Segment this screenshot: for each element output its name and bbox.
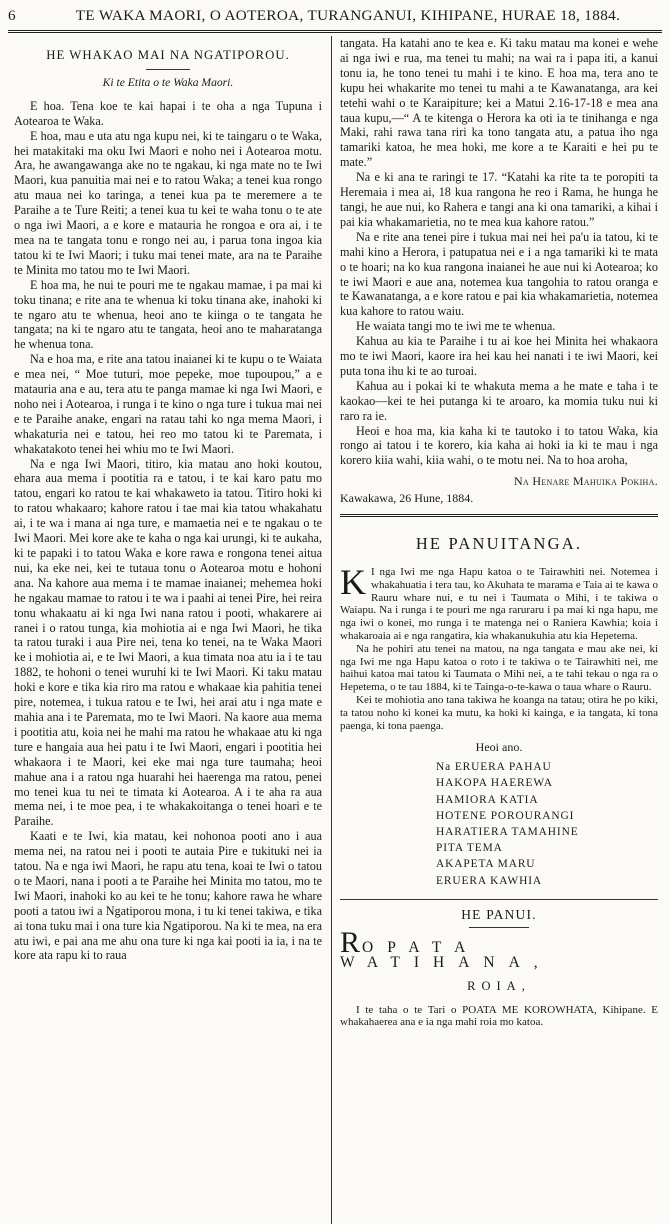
- letter-heading: HE WHAKAO MAI NA NGATIPOROU.: [46, 48, 290, 62]
- panui-section: [340, 908, 658, 1029]
- page-number: 6: [8, 7, 16, 24]
- letter-paragraph: E hoa. Tena koe te kai hapai i te oha a nga Tupuna i Aotearoa te Waka.: [14, 98, 322, 128]
- letter-dedication: Ki te Etita o te Waka Maori.: [102, 75, 234, 89]
- letter-paragraph: Na e ki ana te raringi te 17. “Katahi ka rite ta te poropiti ta Heremaia i mea ai, 18 kua rangona he reo i Rama, he hunga he tangi, he aue nui, ko Rahera e tangi ana ki ona tamariki, a kihai i pai kia whakamarietia, no te mea kua kahore ratou.”: [340, 170, 658, 229]
- signatory-name: HOTENE POROURANGI: [436, 809, 575, 822]
- right-column: [340, 36, 658, 1224]
- panui-subtitle: ROIA,: [467, 978, 531, 993]
- panui-name: [340, 925, 658, 971]
- notice-heading: HE PANUITANGA.: [415, 534, 583, 554]
- letter-paragraph: Heoi e hoa ma, kia kaha ki te tautoko i to tatou Waka, kia rongo ai tatou i te korero, kia kaha ai hoki ia ki te mau i nga korero kiia wahi, kiia wahi, o te motu nei. Na to hoa aroha,: [340, 423, 658, 468]
- left-column: [14, 36, 322, 1224]
- letter-paragraph: Na e hoa ma, e rite ana tatou inaianei ki te kupu o te Waiata e mea nei, “ Moe tuturi, moe pepeke, moe tupoupou,” a e matauria ana e au, tera atu te panga mamae ki nga Iwi Maori, e noho nei i Aotearoa, i runga i te kino o nga ture i tukua mai nei e te Paraihe anake, engari na ratau tahi ko nga mema Maori, i whakaturia nei e tatou, hei reo mo tatou ki te Paremata, i whakatakoto tenei hei whiu mo te Iwi Maori.: [14, 352, 322, 456]
- letter-paragraph: He waiata tangi mo te iwi me te whenua.: [356, 319, 556, 334]
- letter-paragraph: Kaati e te Iwi, kia matau, kei nohonoa pooti ano i aua mema nei, na ratou nei i pooti te autaia Pire e tukituki nei ia tatou. Na e nga iwi Maori, he rapu atu tena, koai te Iwi o tatou o te Maori, nana i pooti a te Paraihe hei Minita mo tatou, mo te Iwi Maori, inahoki ko au kei te he tonu; kahore rawa he whare pooti a tatou iwi a Ngatiporou mona, i tu ki tenei takiwa, e tika ai tona tuku mai i ona ture kia Ngatiporou. Na ki te mea, na era atu iwi, e pai ana me ahu ona ture ki nga kai pooti ia ia, i na te kore ata rapu ki to raua: [14, 829, 322, 963]
- letter-paragraph: Na e rite ana tenei pire i tukua mai nei hei pa'u ia tatou, ki te mahi kino a Herora, i patupatua nei e i a nga tamariki ki te mata o te hoari; na ko kua rangona inaianei he aue nui ki Aotearoa; ko te iwi Maori e aue ana, notemea kua tangohia to ratou oranga e te Kawanatanga, a e kore ratou e pai kia whakamarietia, notemea kua kahore to ratou waiu.: [340, 229, 658, 319]
- panui-name-rest: OPATA WATIHANA,: [340, 938, 552, 971]
- signatory-name: HARATIERA TAMAHINE: [436, 826, 579, 839]
- signatory-name: ERUERA KAWHIA: [436, 874, 543, 887]
- letter-paragraph: E hoa ma, he nui te pouri me te ngakau mamae, i pa mai ki toku tinana; e rite ana te whenua ki toku tinana ake, inahoki ki te ngaro atu te whenua, heoi ano te kiinga o te tangata he tangata; na ki te ngaro atu te tangata, heoi ano te maharatanga he whenua tona.: [14, 277, 322, 352]
- panui-text: I te taha o te Tari o POATA ME KOROWHATA, Kihipane. E whakahaerea ana e ia nga mahi roia mo katoa.: [340, 1003, 658, 1029]
- signatory-name: HAKOPA HAEREWA: [436, 777, 553, 790]
- notice-paragraph: Kei te mohiotia ano tana takiwa he koanga na tatau; otira he po kiki, ta tatou noho ki konei ka mutu, ka hoki ki kainga, e ia tangata, ki tona paenga, ki tona paenga.: [340, 693, 658, 732]
- panui-heading: HE PANUI.: [461, 906, 537, 922]
- section-rule: [340, 899, 658, 900]
- letter-signer: Na Henare Mahuika Pokiha.: [514, 474, 658, 489]
- letter-paragraph: Kahua au i pokai ki te whakuta mema a he mate e taha i te kaokao—kei te hei putanga ki te aroaro, ka momia tuku nui ki raro ra ie.: [340, 378, 658, 423]
- notice-drop-cap: K: [340, 562, 366, 602]
- masthead: [8, 4, 662, 28]
- signatory-name: AKAPETA MARU: [436, 858, 536, 871]
- heading-rule: [469, 927, 529, 928]
- notice-signatories: [436, 759, 658, 889]
- notice-section: [340, 534, 658, 889]
- masthead-rule: [8, 30, 662, 33]
- signatory-name: PITA TEMA: [436, 842, 503, 855]
- signatory-name: Na ERUERA PAHAU: [436, 761, 552, 774]
- heading-rule: [146, 69, 190, 70]
- letter-paragraph: tangata. Ha katahi ano te kea e. Ki taku matau ma konei e wehe ai nga iwi e rua, ma tenei tu mahi; na wai ra i papa iti, a kanui tonu ia, he tono tenei tu mahi i te kino. E hoa ma, tera ano te kupu hei whakarite mo tenei tu mahi a te Kawanatanga, ara kei tetehi wahi o te Karaipiture; kei a Matui 2.16-17-18 e mea ana taua kupu,—“ A te kitenga o Herora ka oti ia te tinihanga e nga Maki, rahi rawa tana riri ka tono tangata atu, a patua iho nga tamariki katoa, he mea hoki, me kore a te Karaiti e hei pu te mate.”: [340, 36, 658, 170]
- panui-name-initial: R: [340, 925, 363, 959]
- notice-paragraph: I nga Iwi me nga Hapu katoa o te Tairawhiti nei. Notemea i whakahuatia i tera tau, ko Akuhata te marama e Taia ai te kawa o Rauru whare nui, e tu nei i Taumata o Mihi, i te takiwa o Waiapu. Na i runga i te pouri me nga raruraru i pa mai ki nga hapu, me nga iwi o konei, mo runga i te matenga nei o Raniera Kawhia; koia i whakaroaia ai e nga rangatira, kia whakanukuhia atu kia Hepetema.: [340, 566, 658, 642]
- letter-paragraph: Kahua au kia te Paraihe i tu ai koe hei Minita hei whakaora mo te iwi Maori, kaore ira hei kau hei nanati i te iwi Maori, kei puta tona ihu ki te ao turoai.: [340, 334, 658, 378]
- letter-place-date: Kawakawa, 26 Hune, 1884.: [340, 491, 474, 506]
- notice-closing: Heoi ano.: [475, 740, 523, 755]
- column-divider: [331, 36, 332, 1224]
- letter-paragraph: E hoa, mau e uta atu nga kupu nei, ki te taingaru o te Waka, hei matakitaki ma oku Iwi Maori e noho nei i Aotearoa motu. Ara, he awangawanga ake no te ngakau, ki nga mate no te Iwi Maori, kua panuitia mai nei e to ratou Waka; a tenei kua rongo atu maua nei ko taringa, a tenei kua pa te meremere a te Paraihe a te Ture Reiti; a tenei kua tu kei te waha tonu o te ate o nga iwi Maori, a e kore e matauria he rongoa e ora ai, i te mea na te tangata tonu e rongo nei au, i parua tona ingoa kia tatou ki te Iwi Maori; i tuku mai tenei mate, ara na te Paraihe te Minita mo tatou mo te Iwi Maori.: [14, 128, 322, 277]
- notice-paragraph: Na he pohiri atu tenei na matou, na nga tangata e mau ake nei, ki nga Iwi me nga Hapu katoa o roto i te takiwa o te Tairawhiti nei, me haihui katoa mai tatou ki Taumata o Mihi nei, a te tahi tekau o nga ra o Hepetema, o te tau 1884, ki te Tainga-o-te-kawa o taua whare o Rauru.: [340, 642, 658, 694]
- masthead-title: TE WAKA MAORI, O AOTEROA, TURANGANUI, KIHIPANE, HURAE 18, 1884.: [75, 7, 621, 24]
- letter-paragraph: Na e nga Iwi Maori, titiro, kia matau ano hoki koutou, ehara aua mema i pootitia ra e tatou, i te kai karo patu mo tatou, engari ko ratou te kai whakaweto ia tatou. Titiro hoki ki to ratou whakaaro; kahore ratou i tae mai kia tatou whakahatu ai, i te wa i mana ai nga ture, e mamaetia nei e te ngakau o te Iwi Maori. Mei kore ake te kaha o nga kai urungi, ki te aukaha, ki te papaki i to tatou Waka e kore rawa e rongona tenei aitua nui, ka eke nei, kei te tutaua tonu o Aotearoa motu e hohoni ana. Na kahore aua mema i te mamae inaianei; mehemea hoki he ngakau mamae to ratou i te wa i paahi ai tenei Pire, hei reira tonu whakaatu ai ki nga Iwi nana ratou i pooti, whakarere ai ranei i o ratou tunga, kia mohiotia ai e nga Iwi Maori, he tika ta ratou turaki i aua Pire nei, tena ko tenei, na te Waka Maori ke i mohiotia ai, e te Iwi Maori, a kua timata noa atu ia i te tau 1882, te hohoni o tenei wuruhi ki te Iwi Maori. Ki taku matau hoki e kore e tika kia riro ma ratou e whakaae kia pahitia tenei pire, notemea, i tukua ratou e te Iwi, hei arai atu i nga mate e mahia ana i te Paremata, mo te Iwi Maori. Na kaore aua mema i pootitia atu, koia nei he mahi ma ratou he whakaae atu ki nga ture e hangaia aua hei patu i te Iwi Maori, engari i pootitia hei whakaora i te Maori, kei eke mai nga ture taumaha; heoi mahue ana i a ratou nga huarahi hei haerenga ma ratou, penei mo tenei kua tu nei te timata ki Aotearoa. A i te aha ra aua mema nei, i te moe pea, i te whakakoitanga o tenei hoari e te Paraihe.: [14, 456, 322, 829]
- signatory-name: HAMIORA KATIA: [436, 793, 539, 806]
- section-rule: [340, 514, 658, 517]
